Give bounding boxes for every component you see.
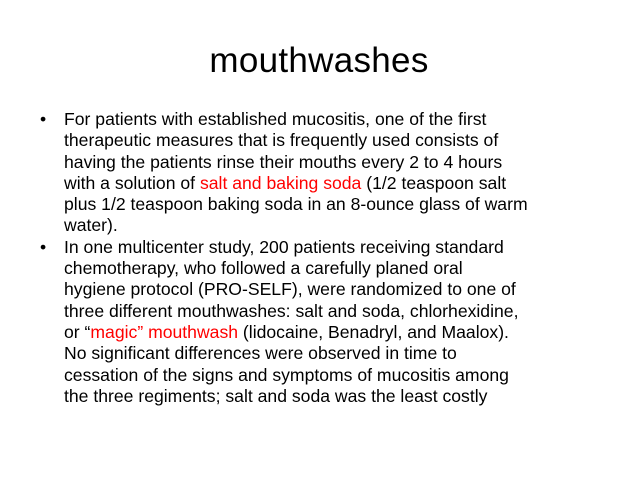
bullet-line: having the patients rinse their mouths every 2 to 4 hours [64, 151, 503, 172]
bullet-line [64, 322, 610, 343]
slide-title: mouthwashes [209, 41, 429, 80]
bullet-mark: • [40, 236, 47, 257]
bullet-line: water). [64, 215, 118, 236]
bullet-line: For patients with established mucositis, one of the first [64, 109, 487, 129]
line-text: or “ [64, 321, 91, 342]
line-text: (lidocaine, Benadryl, and Maalox). [238, 321, 509, 342]
bullet-line: In one multicenter study, 200 patients receiving standard [64, 236, 504, 257]
bullet-line: therapeutic measures that is frequently used consists of [64, 130, 499, 151]
bullet-line: No significant differences were observed in time to [64, 343, 457, 364]
bullet-line: chemotherapy, who followed a carefully planed oral [64, 258, 463, 279]
bullet-line: plus 1/2 teaspoon baking soda in an 8-ounce glass of warm [64, 194, 528, 215]
bullet-item [40, 237, 610, 407]
bullet-line [64, 173, 610, 194]
highlighted-text: magic” mouthwash [90, 321, 239, 342]
bullet-line: three different mouthwashes: salt and soda, chlorhexidine, [64, 300, 519, 321]
highlighted-text: salt and baking soda [199, 172, 362, 193]
bullet-mark: • [40, 109, 47, 129]
bullet-line: hygiene protocol (PRO-SELF), were randomized to one of [64, 279, 516, 300]
slide-body [40, 109, 610, 407]
line-text: (1/2 teaspoon salt [361, 172, 507, 193]
bullet-line: cessation of the signs and symptoms of mucositis among [64, 364, 509, 385]
line-text: with a solution of [64, 172, 200, 193]
bullet-line: the three regiments; salt and soda was the least costly [64, 385, 488, 406]
bullet-item [40, 109, 610, 237]
